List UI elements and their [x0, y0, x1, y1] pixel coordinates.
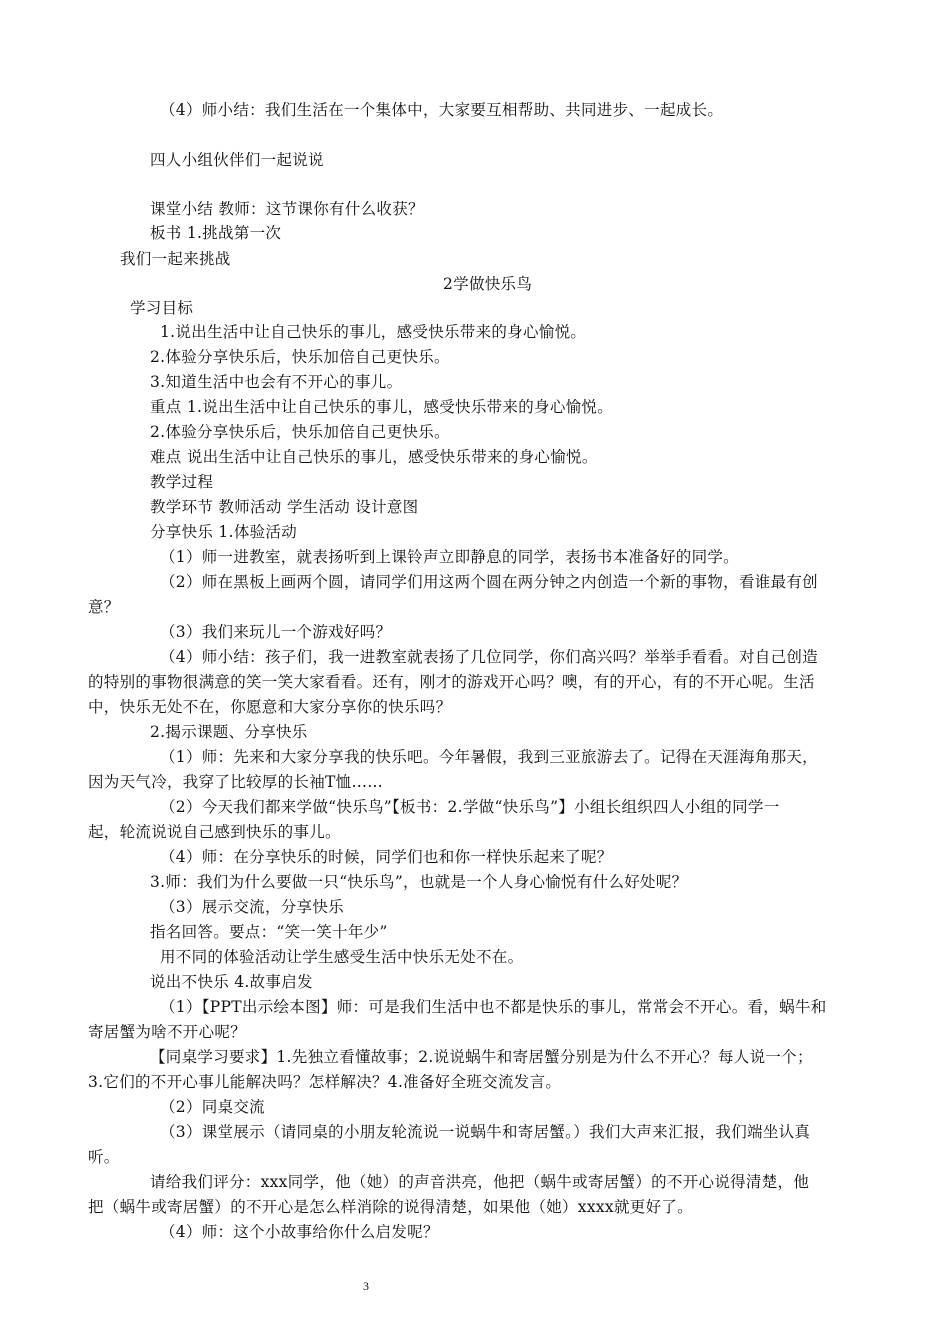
text-line: 1.说出生活中让自己快乐的事儿，感受快乐带来的身心愉悦。: [160, 323, 587, 341]
text-line: 3.它们的不开心事儿能解决吗？怎样解决？4.准备好全班交流发言。: [88, 1073, 562, 1091]
text-line: 课堂小结 教师：这节课你有什么收获？: [150, 200, 424, 218]
text-line: 四人小组伙伴们一起说说: [150, 151, 324, 169]
text-line: 3.知道生活中也会有不开心的事儿。: [150, 373, 403, 391]
text-line: （2）同桌交流: [160, 1098, 265, 1116]
page-number: 3: [363, 1279, 369, 1293]
text-line: （3）我们来玩儿一个游戏好吗？: [160, 623, 392, 641]
text-line: 说出不快乐 4.故事启发: [150, 973, 313, 991]
text-line: 我们一起来挑战: [120, 250, 231, 268]
section-heading: 学习目标: [130, 299, 194, 317]
text-line: （4）师小结：我们生活在一个集体中，大家要互相帮助、共同进步、一起成长。: [160, 101, 724, 119]
text-line: （2）今天我们都来学做“快乐鸟”【板书：2.学做“快乐鸟”】小组长组织四人小组的同学一: [160, 798, 780, 816]
text-line: 指名回答。要点：“笑一笑十年少”: [150, 923, 388, 941]
text-line: 的特别的事物很满意的笑一笑大家看看。还有，刚才的游戏开心吗？噢，有的开心，有的不开心呢。生活: [88, 673, 815, 691]
text-line: 起，轮流说说自己感到快乐的事儿。: [88, 823, 341, 841]
text-line: 教学环节 教师活动 学生活动 设计意图: [150, 498, 419, 516]
text-line: 意？: [88, 598, 120, 616]
section-title: 2学做快乐鸟: [443, 275, 533, 293]
text-line: 难点 说出生活中让自己快乐的事儿，感受快乐带来的身心愉悦。: [150, 448, 598, 466]
text-line: 板书 1.挑战第一次: [150, 224, 282, 242]
text-line: 2.体验分享快乐后，快乐加倍自己更快乐。: [150, 423, 450, 441]
text-line: （1）师一进教室，就表扬听到上课铃声立即静息的同学，表扬书本准备好的同学。: [160, 548, 739, 566]
text-line: 分享快乐 1.体验活动: [150, 523, 298, 541]
text-line: （1）师：先来和大家分享我的快乐吧。今年暑假，我到三亚旅游去了。记得在天涯海角那天，: [160, 748, 818, 766]
text-line: 3.师：我们为什么要做一只“快乐鸟”，也就是一个人身心愉悦有什么好处呢？: [150, 873, 688, 891]
text-line: 请给我们评分：xxx同学，他（她）的声音洪亮，他把（蜗牛或寄居蟹）的不开心说得清楚，他: [150, 1173, 810, 1191]
text-line: （4）师：在分享快乐的时候，同学们也和你一样快乐起来了呢？: [160, 848, 613, 866]
text-line: 2.揭示课题、分享快乐: [150, 723, 308, 741]
text-line: 【同桌学习要求】1.先独立看懂故事；2.说说蜗牛和寄居蟹分别是为什么不开心？每人说一个；: [150, 1048, 813, 1066]
text-line: （1）【PPT出示绘本图】师：可是我们生活中也不都是快乐的事儿，常常会不开心。看，蜗牛和: [160, 998, 827, 1016]
text-line: 听。: [88, 1148, 120, 1166]
text-line: 2.体验分享快乐后，快乐加倍自己更快乐。: [150, 348, 450, 366]
text-line: 寄居蟹为啥不开心呢？: [88, 1023, 247, 1041]
text-line: （4）师小结：孩子们，我一进教室就表扬了几位同学，你们高兴吗？举举手看看。对自己创造: [160, 648, 818, 666]
text-line: （3）课堂展示（请同桌的小朋友轮流说一说蜗牛和寄居蟹。）我们大声来汇报，我们端坐认真: [160, 1123, 811, 1141]
text-line: 因为天气冷，我穿了比较厚的长袖T恤……: [88, 773, 384, 791]
text-line: 中，快乐无处不在，你愿意和大家分享你的快乐吗？: [88, 698, 452, 716]
text-line: （3）展示交流，分享快乐: [160, 898, 344, 916]
text-line: （4）师：这个小故事给你什么启发呢？: [160, 1223, 439, 1241]
text-line: 教学过程: [150, 473, 214, 491]
text-line: 用不同的体验活动让学生感受生活中快乐无处不在。: [160, 948, 524, 966]
text-line: （2）师在黑板上画两个圆，请同学们用这两个圆在两分钟之内创造一个新的事物，看谁最有创: [160, 573, 818, 591]
text-line: 重点 1.说出生活中让自己快乐的事儿，感受快乐带来的身心愉悦。: [150, 398, 614, 416]
text-line: 把（蜗牛或寄居蟹）的不开心是怎么样消除的说得清楚，如果他（她）xxxx就更好了。: [88, 1198, 693, 1216]
